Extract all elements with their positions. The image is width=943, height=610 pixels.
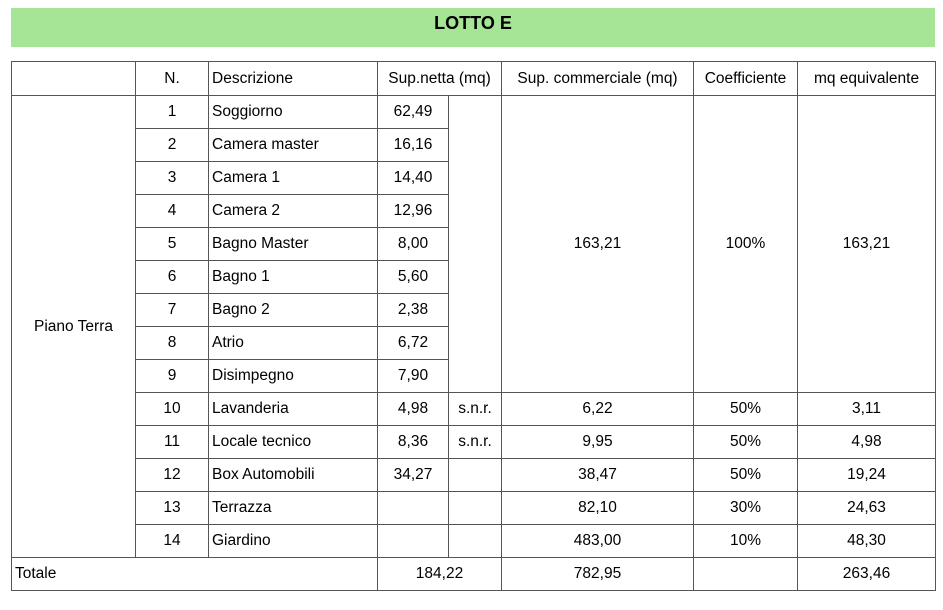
- total-mq-equivalente: 263,46: [798, 558, 936, 591]
- total-coefficiente: [694, 558, 798, 591]
- row-number: 3: [136, 162, 209, 195]
- lotto-title: LOTTO E: [11, 8, 935, 47]
- row-sup-commerciale: 82,10: [502, 492, 694, 525]
- row-descrizione: Bagno 1: [209, 261, 378, 294]
- header-sup-commerciale: Sup. commerciale (mq): [502, 62, 694, 96]
- row-note: [449, 492, 502, 525]
- table-row: [12, 96, 936, 129]
- row-sup-netta: 16,16: [378, 129, 449, 162]
- row-coefficiente: 50%: [694, 393, 798, 426]
- row-sup-commerciale: 6,22: [502, 393, 694, 426]
- row-descrizione: Soggiorno: [209, 96, 378, 129]
- header-row: [12, 62, 936, 96]
- row-number: 4: [136, 195, 209, 228]
- row-descrizione: Bagno 2: [209, 294, 378, 327]
- row-number: 11: [136, 426, 209, 459]
- row-descrizione: Bagno Master: [209, 228, 378, 261]
- group-mq-equivalente: 163,21: [798, 96, 936, 393]
- row-coefficiente: 50%: [694, 459, 798, 492]
- row-number: 5: [136, 228, 209, 261]
- row-descrizione: Box Automobili: [209, 459, 378, 492]
- group-coefficiente: 100%: [694, 96, 798, 393]
- row-number: 7: [136, 294, 209, 327]
- row-sup-netta: 5,60: [378, 261, 449, 294]
- row-mq-equivalente: 48,30: [798, 525, 936, 558]
- row-sup-commerciale: 483,00: [502, 525, 694, 558]
- row-sup-netta: 6,72: [378, 327, 449, 360]
- row-coefficiente: 30%: [694, 492, 798, 525]
- header-coefficiente: Coefficiente: [694, 62, 798, 96]
- row-descrizione: Camera master: [209, 129, 378, 162]
- row-sup-netta: 8,00: [378, 228, 449, 261]
- row-note: [449, 96, 502, 393]
- row-sup-netta: 8,36: [378, 426, 449, 459]
- header-floor: [12, 62, 136, 96]
- row-descrizione: Locale tecnico: [209, 426, 378, 459]
- table-row: [12, 426, 936, 459]
- row-sup-netta: 12,96: [378, 195, 449, 228]
- row-number: 6: [136, 261, 209, 294]
- row-sup-commerciale: 9,95: [502, 426, 694, 459]
- total-row: [12, 558, 936, 591]
- header-n: N.: [136, 62, 209, 96]
- floor-label: Piano Terra: [12, 96, 136, 558]
- table-row: [12, 525, 936, 558]
- row-descrizione: Atrio: [209, 327, 378, 360]
- row-number: 1: [136, 96, 209, 129]
- row-sup-netta: [378, 492, 449, 525]
- row-mq-equivalente: 24,63: [798, 492, 936, 525]
- row-sup-netta: [378, 525, 449, 558]
- table-body: [12, 62, 936, 591]
- header-mq-equivalente: mq equivalente: [798, 62, 936, 96]
- total-sup-netta: 184,22: [378, 558, 502, 591]
- header-sup-netta: Sup.netta (mq): [378, 62, 502, 96]
- row-number: 2: [136, 129, 209, 162]
- group-sup-commerciale: 163,21: [502, 96, 694, 393]
- row-number: 12: [136, 459, 209, 492]
- row-descrizione: Camera 1: [209, 162, 378, 195]
- row-note: s.n.r.: [449, 426, 502, 459]
- surface-table: [11, 61, 936, 591]
- row-descrizione: Giardino: [209, 525, 378, 558]
- row-descrizione: Terrazza: [209, 492, 378, 525]
- row-number: 13: [136, 492, 209, 525]
- row-mq-equivalente: 3,11: [798, 393, 936, 426]
- table-row: [12, 393, 936, 426]
- row-sup-netta: 14,40: [378, 162, 449, 195]
- row-mq-equivalente: 19,24: [798, 459, 936, 492]
- row-coefficiente: 50%: [694, 426, 798, 459]
- row-mq-equivalente: 4,98: [798, 426, 936, 459]
- row-descrizione: Lavanderia: [209, 393, 378, 426]
- row-descrizione: Camera 2: [209, 195, 378, 228]
- row-coefficiente: 10%: [694, 525, 798, 558]
- row-number: 9: [136, 360, 209, 393]
- table-row: [12, 459, 936, 492]
- row-sup-netta: 34,27: [378, 459, 449, 492]
- total-label: Totale: [12, 558, 378, 591]
- header-descrizione: Descrizione: [209, 62, 378, 96]
- row-note: [449, 525, 502, 558]
- row-sup-netta: 4,98: [378, 393, 449, 426]
- table-row: [12, 492, 936, 525]
- row-sup-netta: 2,38: [378, 294, 449, 327]
- row-sup-netta: 62,49: [378, 96, 449, 129]
- row-note: s.n.r.: [449, 393, 502, 426]
- row-number: 10: [136, 393, 209, 426]
- row-sup-netta: 7,90: [378, 360, 449, 393]
- total-sup-commerciale: 782,95: [502, 558, 694, 591]
- row-number: 8: [136, 327, 209, 360]
- row-sup-commerciale: 38,47: [502, 459, 694, 492]
- row-number: 14: [136, 525, 209, 558]
- row-descrizione: Disimpegno: [209, 360, 378, 393]
- row-note: [449, 459, 502, 492]
